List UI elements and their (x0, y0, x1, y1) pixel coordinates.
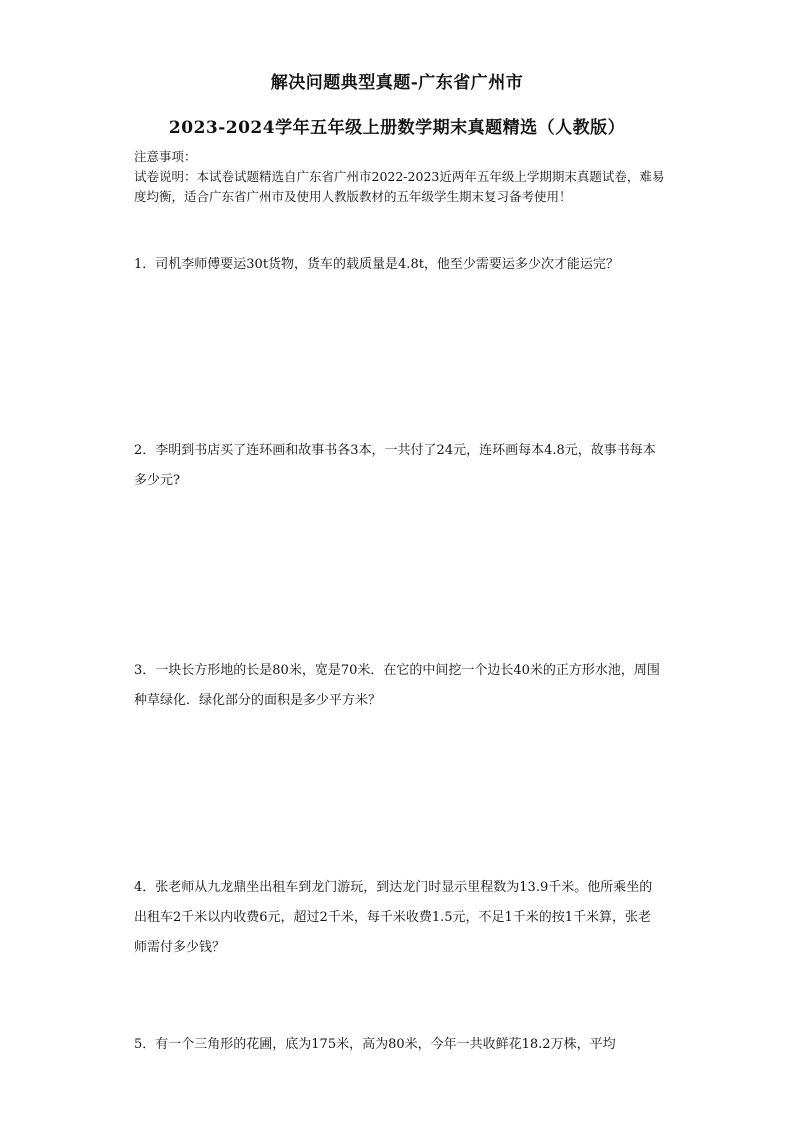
question-2: 2．李明到书店买了连环画和故事书各3本，一共付了24元，连环画每本4.8元，故事书每本多少元? (134, 443, 656, 488)
question-5: 5．有一个三角形的花圃，底为175米，高为80米，今年一共收鲜花18.2万株，平均 (134, 1037, 616, 1052)
question-1: 1．司机李师傅要运30t货物，货车的载质量是4.8t，他至少需要运多少次才能运完？ (134, 257, 619, 272)
question-3: 3．一块长方形地的长是80米，宽是70米．在它的中间挖一个边长40米的正方形水池，周围种草绿化．绿化部分的面积是多少平方米？ (134, 663, 660, 708)
question-4: 4．张老师从九龙鼎坐出租车到龙门游玩，到达龙门时显示里程数为13.9千米。他所乘坐的出租车2千米以内收费6元，超过2千米，每千米收费1.5元，不足1千米的按1千米算，张老师需付多少钱？ (134, 880, 653, 955)
page-subtitle: 2023-2024学年五年级上册数学期末真题精选（人教版） (168, 118, 626, 138)
page-title: 解决问题典型真题-广东省广州市 (270, 73, 524, 93)
notice-body: 试卷说明：本试卷试题精选自广东省广州市2022-2023近两年五年级上学期期末真题试卷，难易度均衡，适合广东省广州市及使用人教版教材的五年级学生期末复习备考使用！ (134, 169, 665, 204)
notice-label: 注意事项： (134, 149, 197, 164)
